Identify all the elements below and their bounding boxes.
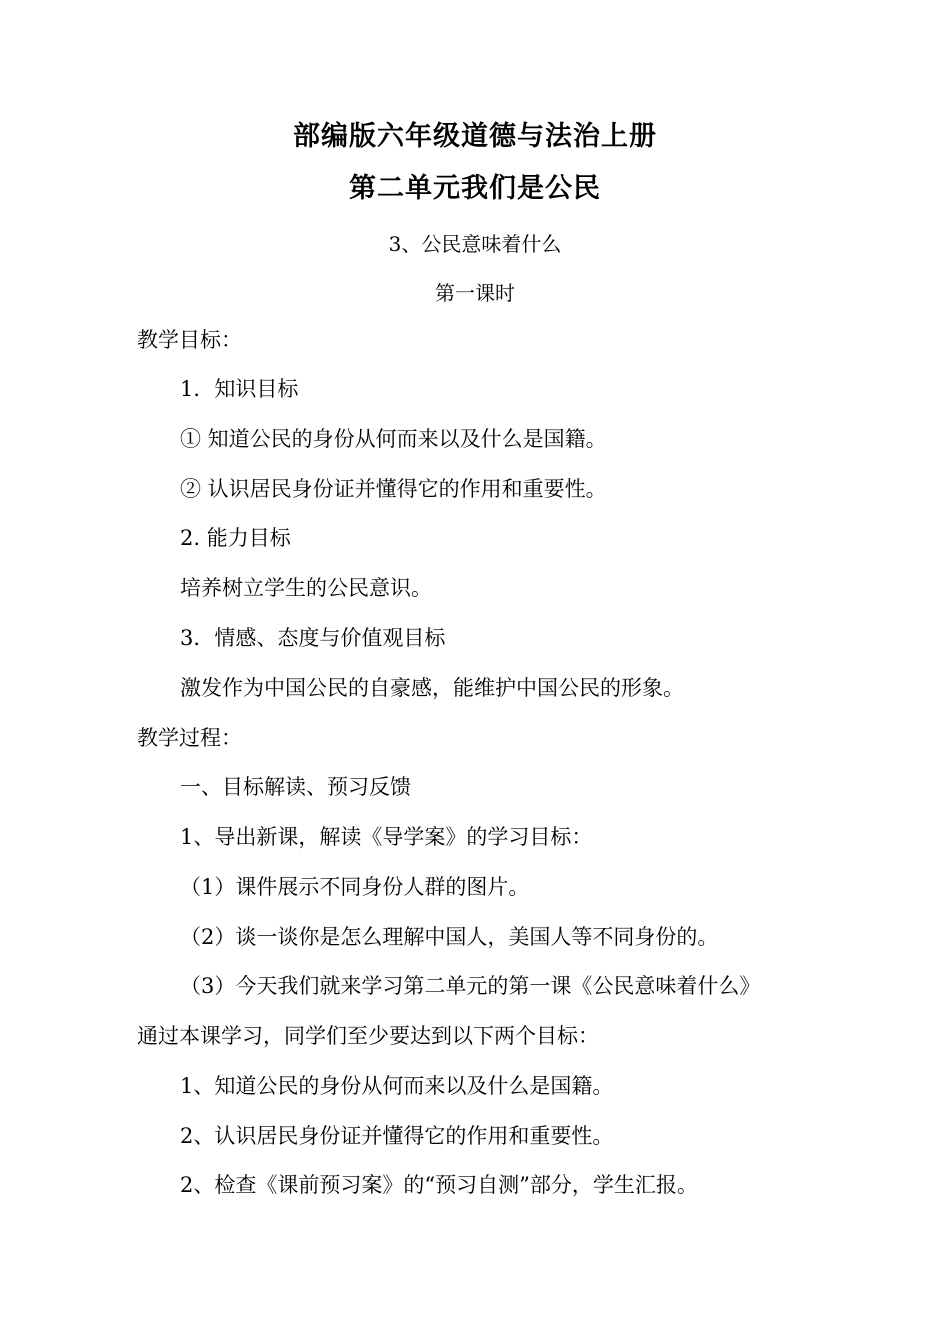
section-heading-process: 教学过程： — [137, 726, 242, 750]
objective-heading-ability: 2. 能力目标 — [180, 526, 291, 550]
paragraph-line: 1、知道公民的身份从何而来以及什么是国籍。 — [180, 1074, 614, 1098]
document-title: 部编版六年级道德与法治上册 — [293, 121, 657, 152]
paragraph-line: （2）谈一谈你是怎么理解中国人，美国人等不同身份的。 — [180, 925, 719, 949]
lesson-title: 3、公民意味着什么 — [388, 232, 562, 256]
objective-heading-emotion: 3．情感、态度与价值观目标 — [180, 626, 446, 650]
paragraph-line: （1）课件展示不同身份人群的图片。 — [180, 875, 530, 899]
paragraph-line: 2、认识居民身份证并懂得它的作用和重要性。 — [180, 1124, 614, 1148]
process-step-heading: 一、目标解读、预习反馈 — [180, 775, 411, 799]
paragraph-line: ② 认识居民身份证并懂得它的作用和重要性。 — [180, 477, 607, 501]
paragraph-line: 激发作为中国公民的自豪感，能维护中国公民的形象。 — [180, 676, 684, 700]
paragraph-line: 2、检查《课前预习案》的“预习自测”部分，学生汇报。 — [180, 1173, 698, 1197]
section-heading-objectives: 教学目标： — [137, 328, 242, 352]
paragraph-line: 1、导出新课，解读《导学案》的学习目标： — [180, 825, 593, 849]
lesson-period: 第一课时 — [435, 281, 515, 305]
paragraph-line: 培养树立学生的公民意识。 — [180, 576, 432, 600]
paragraph-line: （3）今天我们就来学习第二单元的第一课《公民意味着什么》 — [180, 974, 761, 998]
unit-title: 第二单元我们是公民 — [349, 173, 601, 204]
paragraph-line: ① 知道公民的身份从何而来以及什么是国籍。 — [180, 427, 607, 451]
objective-heading-knowledge: 1．知识目标 — [180, 377, 299, 401]
paragraph-line: 通过本课学习，同学们至少要达到以下两个目标： — [137, 1024, 599, 1048]
